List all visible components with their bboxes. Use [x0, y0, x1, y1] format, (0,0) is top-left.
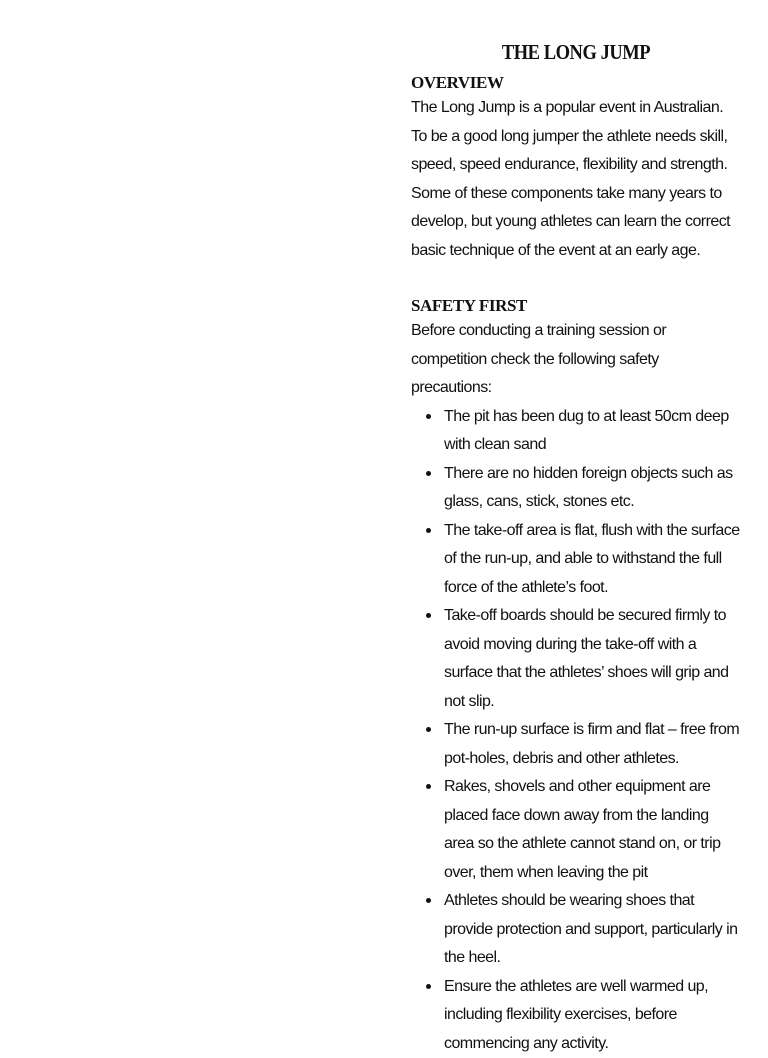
safety-intro: Before conducting a training session or competition check the following safety precautions: [411, 317, 741, 403]
bullet-icon [426, 898, 431, 903]
list-item [411, 460, 741, 517]
bullet-icon [426, 613, 431, 618]
bullet-icon [426, 727, 431, 732]
list-item-text: Ensure the athletes are well warmed up, including flexibility exercises, before commencing any activity. [444, 978, 708, 1052]
safety-precautions-list [411, 403, 741, 1058]
list-item [411, 403, 741, 460]
list-item [411, 773, 741, 887]
list-item-text: The take-off area is flat, flush with the surface of the run-up, and able to withstand the full force of the athlete’s foot. [444, 522, 740, 596]
bullet-icon [426, 528, 431, 533]
list-item [411, 517, 741, 603]
bullet-icon [426, 984, 431, 989]
list-item-text: Rakes, shovels and other equipment are placed face down away from the landing area so the athlete cannot stand on, or trip over, them when leaving the pit [444, 778, 720, 881]
overview-paragraph: The Long Jump is a popular event in Australian. To be a good long jumper the athlete needs skill, speed, speed endurance, flexibility and strength. Some of these components take many years to develop, but young athletes can learn the correct basic technique of the event at an early age. [411, 94, 741, 265]
overview-section [411, 72, 741, 265]
list-item-text: Take-off boards should be secured firmly to avoid moving during the take-off with a surface that the athletes’ shoes will grip and not slip. [444, 607, 729, 710]
safety-heading: SAFETY FIRST [411, 295, 741, 317]
bullet-icon [426, 414, 431, 419]
overview-heading: OVERVIEW [411, 72, 741, 94]
safety-section [411, 295, 741, 1058]
bullet-icon [426, 471, 431, 476]
bullet-icon [426, 784, 431, 789]
document-title: THE LONG JUMP [431, 38, 721, 66]
list-item [411, 602, 741, 716]
list-item [411, 973, 741, 1058]
list-item [411, 887, 741, 973]
list-item-text: There are no hidden foreign objects such as glass, cans, stick, stones etc. [444, 465, 733, 511]
list-item-text: The run-up surface is firm and flat – free from pot-holes, debris and other athletes. [444, 721, 739, 767]
list-item-text: Athletes should be wearing shoes that provide protection and support, particularly in the heel. [444, 892, 737, 966]
document-column [411, 38, 741, 1058]
list-item [411, 716, 741, 773]
list-item-text: The pit has been dug to at least 50cm deep with clean sand [444, 408, 729, 454]
